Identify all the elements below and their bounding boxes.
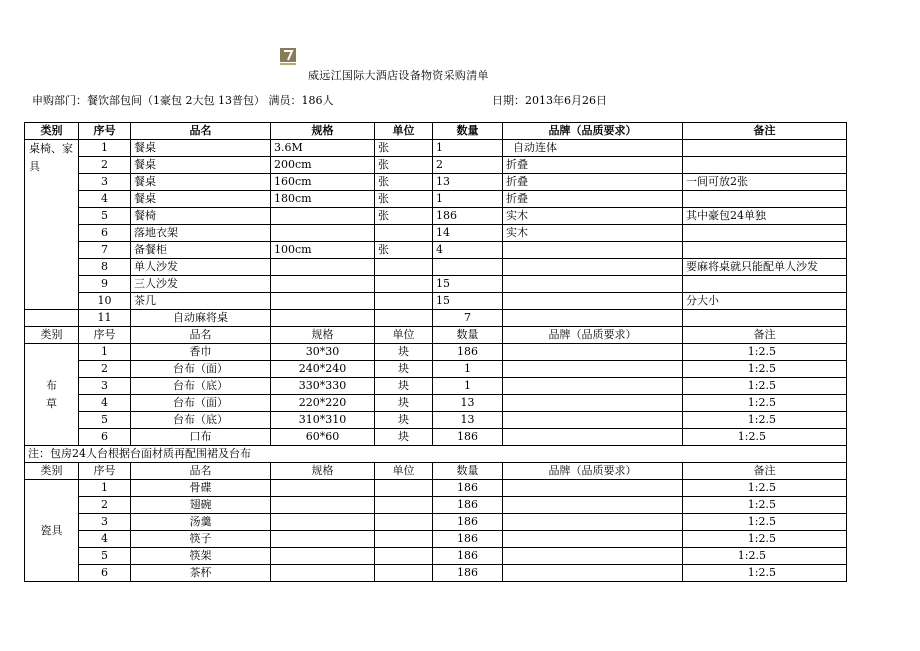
item-remark: 一间可放2张	[683, 174, 847, 191]
table-row	[25, 514, 847, 531]
column-header-brand: 品牌（品质要求）	[503, 463, 683, 480]
table-row	[25, 191, 847, 208]
table-row	[25, 548, 847, 565]
item-spec	[271, 259, 375, 276]
column-header-unit: 单位	[375, 123, 433, 140]
row-number: 3	[79, 378, 131, 395]
item-brand	[503, 259, 683, 276]
item-qty: 4	[433, 242, 503, 259]
item-spec: 220*220	[271, 395, 375, 412]
item-name: 台布（面）	[131, 395, 271, 412]
table-row	[25, 225, 847, 242]
item-spec: 100cm	[271, 242, 375, 259]
item-qty: 186	[433, 497, 503, 514]
header-row	[25, 327, 847, 344]
item-spec: 160cm	[271, 174, 375, 191]
item-remark: 1:2.5	[683, 378, 847, 395]
item-qty: 1	[433, 361, 503, 378]
table-row	[25, 310, 847, 327]
column-header-cat: 类别	[25, 123, 79, 140]
dept-info: 申购部门：餐饮部包间（1豪包 2大包 13普包） 满员：186人	[32, 94, 334, 107]
item-name: 三人沙发	[131, 276, 271, 293]
row-number: 6	[79, 225, 131, 242]
item-name: 落地衣架	[131, 225, 271, 242]
item-unit: 张	[375, 191, 433, 208]
item-remark: 1:2.5	[683, 531, 847, 548]
item-qty: 13	[433, 174, 503, 191]
category-char: 草	[46, 396, 57, 410]
row-number: 1	[79, 344, 131, 361]
item-qty: 186	[433, 565, 503, 582]
item-name: 汤羹	[131, 514, 271, 531]
item-remark: 要麻将桌就只能配单人沙发	[683, 259, 847, 276]
item-name: 单人沙发	[131, 259, 271, 276]
item-unit	[375, 548, 433, 565]
item-name: 筷架	[131, 548, 271, 565]
item-name: 茶几	[131, 293, 271, 310]
item-remark	[683, 310, 847, 327]
table-row	[25, 378, 847, 395]
item-spec: 330*330	[271, 378, 375, 395]
item-qty: 186	[433, 429, 503, 446]
table-row	[25, 276, 847, 293]
item-unit: 块	[375, 395, 433, 412]
item-name: 餐椅	[131, 208, 271, 225]
item-spec	[271, 497, 375, 514]
item-brand: 实木	[503, 208, 683, 225]
column-header-qty: 数量	[433, 123, 503, 140]
column-header-spec: 规格	[271, 463, 375, 480]
row-number: 4	[79, 191, 131, 208]
item-unit: 张	[375, 157, 433, 174]
column-header-remark: 备注	[683, 123, 847, 140]
item-brand	[503, 310, 683, 327]
row-number: 8	[79, 259, 131, 276]
row-number: 5	[79, 412, 131, 429]
header-row	[25, 463, 847, 480]
category-cell	[25, 310, 79, 327]
column-header-name: 品名	[131, 327, 271, 344]
item-unit	[375, 565, 433, 582]
row-number: 5	[79, 548, 131, 565]
item-unit: 块	[375, 429, 433, 446]
column-header-unit: 单位	[375, 463, 433, 480]
row-number: 6	[79, 565, 131, 582]
column-header-cat: 类别	[25, 327, 79, 344]
column-header-no: 序号	[79, 463, 131, 480]
item-spec	[271, 225, 375, 242]
category-cell: 瓷具	[25, 480, 79, 582]
item-brand	[503, 361, 683, 378]
table-row	[25, 140, 847, 157]
row-number: 2	[79, 497, 131, 514]
item-name: 茶杯	[131, 565, 271, 582]
item-name: 骨碟	[131, 480, 271, 497]
item-brand: 折叠	[503, 191, 683, 208]
table-row	[25, 565, 847, 582]
item-qty: 13	[433, 412, 503, 429]
item-spec	[271, 514, 375, 531]
item-brand: 折叠	[503, 174, 683, 191]
item-spec: 310*310	[271, 412, 375, 429]
item-remark: 1:2.5	[683, 565, 847, 582]
item-unit	[375, 531, 433, 548]
item-unit	[375, 480, 433, 497]
column-header-no: 序号	[79, 327, 131, 344]
table-row	[25, 412, 847, 429]
document-title: 威远江国际大酒店设备物资采购清单	[308, 69, 489, 82]
item-unit	[375, 293, 433, 310]
item-name: 台布（底）	[131, 412, 271, 429]
item-remark: 1:2.5	[683, 429, 847, 446]
table-row	[25, 429, 847, 446]
item-spec: 180cm	[271, 191, 375, 208]
row-number: 1	[79, 480, 131, 497]
column-header-remark: 备注	[683, 463, 847, 480]
item-brand: 折叠	[503, 157, 683, 174]
item-brand	[503, 531, 683, 548]
purchase-table	[24, 122, 847, 582]
row-number: 7	[79, 242, 131, 259]
item-brand	[503, 514, 683, 531]
item-brand: 实木	[503, 225, 683, 242]
item-qty: 186	[433, 480, 503, 497]
row-number: 3	[79, 514, 131, 531]
item-unit: 张	[375, 140, 433, 157]
note-row	[25, 446, 847, 463]
item-name: 筷子	[131, 531, 271, 548]
table-row	[25, 208, 847, 225]
item-spec	[271, 531, 375, 548]
item-qty: 1	[433, 378, 503, 395]
table-row	[25, 395, 847, 412]
row-number: 9	[79, 276, 131, 293]
table-row	[25, 174, 847, 191]
item-qty: 186	[433, 344, 503, 361]
column-header-qty: 数量	[433, 463, 503, 480]
item-spec	[271, 548, 375, 565]
row-number: 10	[79, 293, 131, 310]
item-remark: 1:2.5	[683, 497, 847, 514]
table-note: 注：包房24人台根据台面材质再配围裙及台布	[25, 446, 847, 463]
item-remark: 1:2.5	[683, 395, 847, 412]
item-spec	[271, 565, 375, 582]
item-unit: 块	[375, 412, 433, 429]
item-brand	[503, 497, 683, 514]
item-unit: 块	[375, 361, 433, 378]
item-unit: 块	[375, 344, 433, 361]
item-remark	[683, 276, 847, 293]
item-brand	[503, 548, 683, 565]
table-row	[25, 293, 847, 310]
column-header-name: 品名	[131, 463, 271, 480]
hotel-logo	[280, 48, 296, 66]
table-row	[25, 344, 847, 361]
item-qty: 1	[433, 191, 503, 208]
item-spec: 240*240	[271, 361, 375, 378]
item-qty: 14	[433, 225, 503, 242]
row-number: 5	[79, 208, 131, 225]
category-cell: 桌椅、家具	[25, 140, 79, 310]
item-unit	[375, 259, 433, 276]
item-remark: 其中豪包24单独	[683, 208, 847, 225]
item-qty: 15	[433, 276, 503, 293]
item-spec	[271, 310, 375, 327]
item-brand	[503, 429, 683, 446]
row-number: 4	[79, 531, 131, 548]
item-spec	[271, 276, 375, 293]
item-unit	[375, 310, 433, 327]
column-header-spec: 规格	[271, 327, 375, 344]
table-row	[25, 361, 847, 378]
item-spec	[271, 480, 375, 497]
item-unit	[375, 514, 433, 531]
item-name: 餐桌	[131, 191, 271, 208]
item-qty: 13	[433, 395, 503, 412]
item-name: 台布（底）	[131, 378, 271, 395]
item-name: 香巾	[131, 344, 271, 361]
table-row	[25, 242, 847, 259]
item-qty: 1	[433, 140, 503, 157]
item-spec: 200cm	[271, 157, 375, 174]
item-name: 自动麻将桌	[131, 310, 271, 327]
column-header-qty: 数量	[433, 327, 503, 344]
column-header-cat: 类别	[25, 463, 79, 480]
item-qty: 186	[433, 514, 503, 531]
item-qty: 7	[433, 310, 503, 327]
item-qty: 2	[433, 157, 503, 174]
item-name: 餐桌	[131, 157, 271, 174]
row-number: 2	[79, 157, 131, 174]
item-brand	[503, 344, 683, 361]
column-header-brand: 品牌（品质要求）	[503, 327, 683, 344]
item-spec: 30*30	[271, 344, 375, 361]
column-header-name: 品名	[131, 123, 271, 140]
table-row	[25, 157, 847, 174]
item-spec	[271, 293, 375, 310]
row-number: 6	[79, 429, 131, 446]
date-info: 日期：2013年6月26日	[492, 94, 607, 107]
item-unit: 张	[375, 208, 433, 225]
item-qty: 186	[433, 548, 503, 565]
row-number: 2	[79, 361, 131, 378]
item-unit: 块	[375, 378, 433, 395]
column-header-brand: 品牌（品质要求）	[503, 123, 683, 140]
item-remark: 1:2.5	[683, 548, 847, 565]
item-remark	[683, 242, 847, 259]
item-remark	[683, 225, 847, 242]
item-name: 餐桌	[131, 140, 271, 157]
item-remark: 1:2.5	[683, 480, 847, 497]
item-brand: 自动连体	[503, 140, 683, 157]
item-name: 餐桌	[131, 174, 271, 191]
category-cell	[25, 344, 79, 446]
table-row	[25, 531, 847, 548]
table-row	[25, 480, 847, 497]
row-number: 4	[79, 395, 131, 412]
row-number: 3	[79, 174, 131, 191]
item-remark: 1:2.5	[683, 361, 847, 378]
item-remark: 1:2.5	[683, 344, 847, 361]
column-header-spec: 规格	[271, 123, 375, 140]
item-name: 备餐柜	[131, 242, 271, 259]
item-remark	[683, 191, 847, 208]
item-remark: 1:2.5	[683, 412, 847, 429]
item-remark: 1:2.5	[683, 514, 847, 531]
item-brand	[503, 378, 683, 395]
item-brand	[503, 293, 683, 310]
item-brand	[503, 395, 683, 412]
table-row	[25, 497, 847, 514]
item-remark: 分大小	[683, 293, 847, 310]
item-brand	[503, 412, 683, 429]
table-row	[25, 259, 847, 276]
item-spec	[271, 208, 375, 225]
row-number: 11	[79, 310, 131, 327]
column-header-unit: 单位	[375, 327, 433, 344]
item-unit	[375, 497, 433, 514]
item-name: 翅碗	[131, 497, 271, 514]
header-row	[25, 123, 847, 140]
item-remark	[683, 157, 847, 174]
item-name: 台布（面）	[131, 361, 271, 378]
column-header-remark: 备注	[683, 327, 847, 344]
item-unit	[375, 225, 433, 242]
item-brand	[503, 565, 683, 582]
item-unit: 张	[375, 174, 433, 191]
category-char: 布	[46, 378, 57, 392]
column-header-no: 序号	[79, 123, 131, 140]
item-unit	[375, 276, 433, 293]
item-remark	[683, 140, 847, 157]
item-name: 口布	[131, 429, 271, 446]
item-qty	[433, 259, 503, 276]
item-qty: 15	[433, 293, 503, 310]
item-qty: 186	[433, 531, 503, 548]
item-unit: 张	[375, 242, 433, 259]
item-brand	[503, 276, 683, 293]
item-brand	[503, 242, 683, 259]
item-qty: 186	[433, 208, 503, 225]
row-number: 1	[79, 140, 131, 157]
item-spec: 3.6M	[271, 140, 375, 157]
item-brand	[503, 480, 683, 497]
item-spec: 60*60	[271, 429, 375, 446]
